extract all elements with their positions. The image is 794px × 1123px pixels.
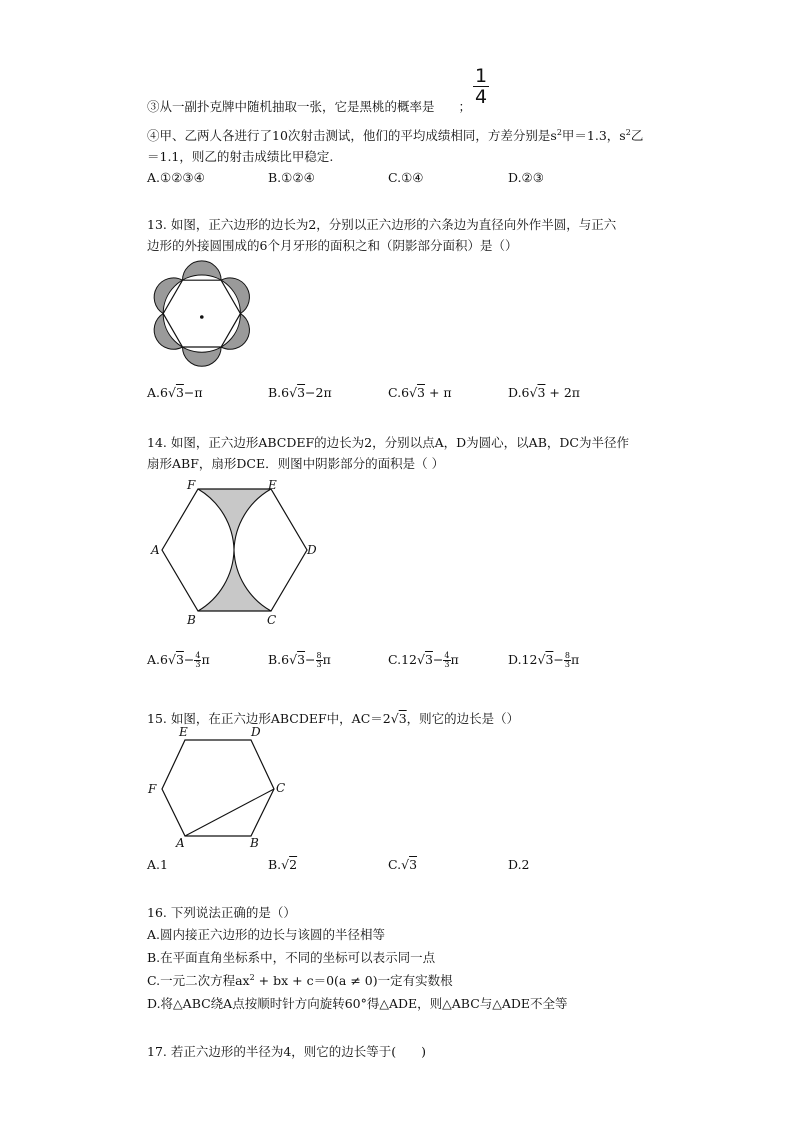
- regular-hexagon: [162, 740, 274, 836]
- q14-option-c[interactable]: C.12√3− $\frac{4}{3}$ π: [388, 651, 459, 669]
- q16-option-b[interactable]: B.在平面直角坐标系中，不同的坐标可以表示同一点: [147, 950, 436, 965]
- fraction-denominator: 4: [474, 86, 488, 108]
- label-f: F: [187, 478, 196, 492]
- label-e: E: [268, 478, 277, 492]
- q13-option-a[interactable]: A.6√3−π: [147, 385, 203, 400]
- q14-hexagon-sector-figure: [145, 475, 330, 630]
- q14-stem-line2: 扇形ABF，扇形DCE．则图中阴影部分的面积是（ ）: [147, 456, 445, 471]
- q15-option-c[interactable]: C.√3: [388, 857, 418, 872]
- q15-options: [147, 857, 667, 875]
- q12-item3: ③从一副扑克牌中随机抽取一张，它是黑桃的概率是 ；: [147, 99, 472, 114]
- q14-stem-line1: 14. 如图，正六边形ABCDEF的边长为2，分别以点A，D为圆心，以AB，DC为半径作: [147, 435, 629, 450]
- label-a: A: [151, 543, 160, 557]
- label-e: E: [179, 725, 188, 739]
- q14-options: [147, 652, 667, 670]
- q12-item4-line2: ＝1.1，则乙的射击成绩比甲稳定.: [147, 149, 334, 164]
- label-a: A: [176, 836, 185, 850]
- q12-item4-line1: ④甲、乙两人各进行了10次射击测试，他们的平均成绩相同，方差分别是$s^2$甲＝1.3，$s^2$乙: [147, 128, 644, 143]
- q15-option-b[interactable]: B.√2: [268, 857, 298, 872]
- label-b: B: [250, 836, 259, 850]
- q16-option-d[interactable]: D.将△ABC绕A点按顺时针方向旋转60°得△ADE，则△ABC与△ADE不全等: [147, 996, 568, 1011]
- q14-option-b[interactable]: B.6√3− $\frac{8}{3}$ π: [268, 651, 331, 669]
- q13-option-c[interactable]: C.6√3 + π: [388, 385, 452, 400]
- diagonal-ac: [185, 789, 274, 836]
- q13-stem-line2: 边形的外接圆围成的6个月牙形的面积之和（阴影部分面积）是（）: [147, 238, 518, 253]
- label-d: D: [251, 725, 261, 739]
- q15-option-a[interactable]: A.1: [147, 857, 168, 872]
- q12-option-d[interactable]: D.②③: [508, 170, 544, 185]
- center-point: [200, 315, 204, 319]
- label-f: F: [148, 782, 157, 796]
- q15-option-d[interactable]: D.2: [508, 857, 530, 872]
- label-b: B: [187, 613, 196, 627]
- q16-option-c[interactable]: C.一元二次方程$ax^2$ + bx + c＝0(a ≠ 0)一定有实数根: [147, 973, 453, 988]
- q12-option-a[interactable]: A.①②③④: [147, 170, 205, 185]
- q17-stem: 17. 若正六边形的半径为4，则它的边长等于( ): [147, 1044, 427, 1059]
- q16-stem: 16. 下列说法正确的是（）: [147, 905, 296, 920]
- circumscribed-circle: [163, 275, 240, 352]
- q12-option-c[interactable]: C.①④: [388, 170, 424, 185]
- q15-stem: 15. 如图，在正六边形ABCDEF中，AC＝2√3，则它的边长是（）: [147, 711, 520, 726]
- probability-fraction: [473, 66, 489, 107]
- q14-option-d[interactable]: D.12√3− $\frac{8}{3}$ π: [508, 651, 580, 669]
- q15-hexagon-figure: [145, 723, 295, 853]
- q13-options: [147, 385, 667, 403]
- fraction-numerator: 1: [474, 65, 488, 87]
- q13-option-b[interactable]: B.6√3−2π: [268, 385, 332, 400]
- q14-option-a[interactable]: A.6√3− $\frac{4}{3}$ π: [147, 651, 210, 669]
- q12-option-b[interactable]: B.①②④: [268, 170, 315, 185]
- q13-crescent-figure: [140, 250, 270, 375]
- label-d: D: [307, 543, 317, 557]
- q13-stem-line1: 13. 如图，正六边形的边长为2，分别以正六边形的六条边为直径向外作半圆，与正六: [147, 217, 617, 232]
- label-c: C: [267, 613, 277, 627]
- q13-option-d[interactable]: D.6√3 + 2π: [508, 385, 581, 400]
- q16-option-a[interactable]: A.圆内接正六边形的边长与该圆的半径相等: [147, 927, 386, 942]
- label-c: C: [276, 781, 286, 795]
- q12-options: [147, 170, 667, 188]
